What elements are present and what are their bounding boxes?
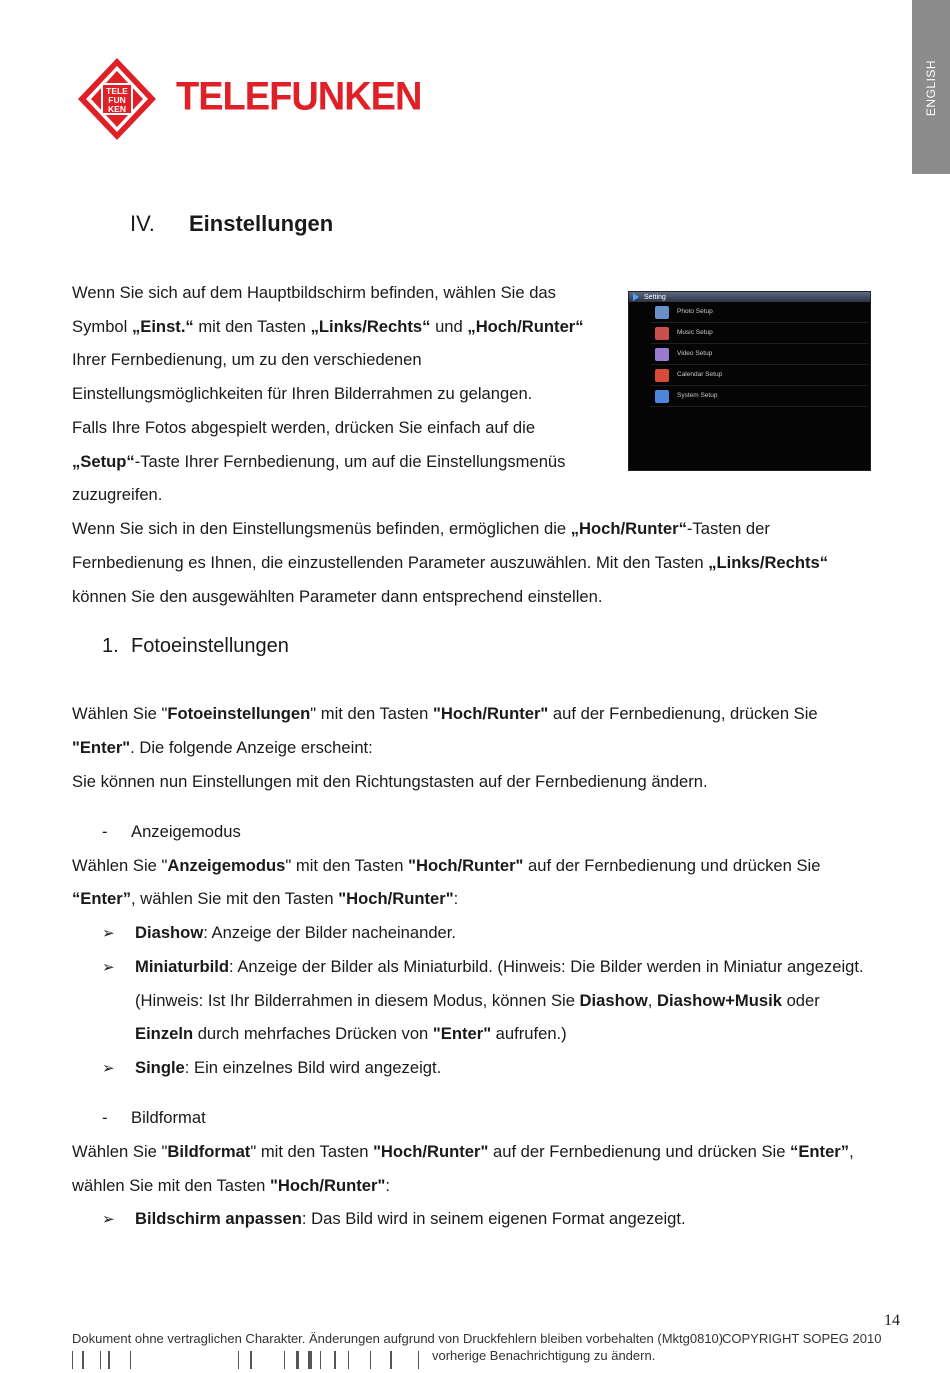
arrow-bullet-icon: ➢ bbox=[102, 959, 115, 976]
intro-line-8: Wenn Sie sich in den Einstellungsmenüs befinden, ermöglichen die „Hoch/Runter“-Tasten der bbox=[72, 519, 770, 538]
screenshot-menu-item: Music Setup bbox=[651, 323, 868, 344]
language-label: ENGLISH bbox=[924, 59, 938, 117]
photo-line-1: Wählen Sie "Fotoeinstellungen" mit den Tasten "Hoch/Runter" auf der Fernbedienung, drücken Sie bbox=[72, 704, 818, 723]
system-setup-icon bbox=[655, 390, 669, 403]
photo-line-2: "Enter". Die folgende Anzeige erscheint: bbox=[72, 738, 373, 757]
footer-disclaimer: Dokument ohne vertraglichen Charakter. Änderungen aufgrund von Druckfehlern bleiben vorbehalten (Mktg0810) bbox=[72, 1331, 724, 1346]
language-side-tab bbox=[912, 0, 950, 174]
intro-line-7: zuzugreifen. bbox=[72, 485, 163, 504]
screenshot-menu-item: Video Setup bbox=[651, 344, 868, 365]
section-title-text: Einstellungen bbox=[189, 211, 334, 236]
emblem-line-1: TELE bbox=[106, 86, 128, 96]
footer-copyright: COPYRIGHT SOPEG 2010 bbox=[722, 1331, 882, 1346]
music-setup-icon bbox=[655, 327, 669, 340]
subsection-number: 1. bbox=[102, 635, 119, 657]
intro-line-10: können Sie den ausgewählten Parameter dann entsprechend einstellen. bbox=[72, 587, 603, 606]
bullet-miniaturbild: ➢ Miniaturbild: Anzeige der Bilder als Miniaturbild. (Hinweis: Die Bilder werden in Miniatur angezeigt. bbox=[102, 957, 864, 976]
intro-line-5: Falls Ihre Fotos abgespielt werden, drücken Sie einfach auf die bbox=[72, 418, 536, 437]
emblem-line-3: KEN bbox=[108, 104, 126, 114]
play-arrow-icon bbox=[633, 293, 639, 301]
intro-line-9: Fernbedienung es Ihnen, die einzustellenden Parameter auszuwählen. Mit den Tasten „Links/Rechts“ bbox=[72, 553, 829, 572]
mode-line-2: “Enter”, wählen Sie mit den Tasten "Hoch/Runter": bbox=[72, 889, 459, 908]
mode-line-1: Wählen Sie "Anzeigemodus" mit den Tasten "Hoch/Runter" auf der Fernbedienung und drücken Sie bbox=[72, 856, 821, 875]
subsection-title-text: Fotoeinstellungen bbox=[131, 635, 289, 657]
screenshot-menu-item: Calendar Setup bbox=[651, 365, 868, 386]
logo-wordmark: TELEFUNKEN bbox=[176, 74, 422, 120]
mode-heading: - Anzeigemodus bbox=[102, 822, 241, 841]
intro-line-1: Wenn Sie sich auf dem Hauptbildschirm befinden, wählen Sie das bbox=[72, 283, 556, 302]
screenshot-title-bar bbox=[629, 292, 870, 302]
subsection-title bbox=[102, 635, 289, 658]
page-number: 14 bbox=[884, 1312, 900, 1329]
photo-line-3: Sie können nun Einstellungen mit den Richtungstasten auf der Fernbedienung ändern. bbox=[72, 772, 708, 791]
section-title bbox=[130, 211, 333, 237]
barcode-marks bbox=[72, 1351, 432, 1369]
footer-line-2: vorherige Benachrichtigung zu ändern. bbox=[432, 1348, 656, 1363]
format-heading: - Bildformat bbox=[102, 1108, 206, 1127]
intro-line-2: Symbol „Einst.“ mit den Tasten „Links/Rechts“ und „Hoch/Runter“ bbox=[72, 317, 584, 336]
miniaturbild-note-2: Einzeln durch mehrfaches Drücken von "Enter" aufrufen.) bbox=[135, 1024, 567, 1043]
screenshot-menu-item: Photo Setup bbox=[651, 302, 868, 323]
emblem-line-2: FUN bbox=[108, 95, 126, 105]
format-line-1: Wählen Sie "Bildformat" mit den Tasten "Hoch/Runter" auf der Fernbedienung und drücken Sie “Enter”, bbox=[72, 1142, 854, 1161]
screenshot-menu-item: System Setup bbox=[651, 386, 868, 407]
arrow-bullet-icon: ➢ bbox=[102, 1211, 115, 1228]
bullet-diashow: ➢ Diashow: Anzeige der Bilder nacheinander. bbox=[102, 923, 457, 942]
calendar-setup-icon bbox=[655, 369, 669, 382]
arrow-bullet-icon: ➢ bbox=[102, 925, 115, 942]
video-setup-icon bbox=[655, 348, 669, 361]
arrow-bullet-icon: ➢ bbox=[102, 1060, 115, 1077]
miniaturbild-note-1: (Hinweis: Ist Ihr Bilderrahmen in diesem Modus, können Sie Diashow, Diashow+Musik oder bbox=[135, 991, 820, 1010]
screenshot-title: Setting bbox=[644, 293, 666, 301]
intro-line-3: Ihrer Fernbedienung, um zu den verschiedenen bbox=[72, 350, 422, 369]
intro-line-4: Einstellungsmöglichkeiten für Ihren Bilderrahmen zu gelangen. bbox=[72, 384, 533, 403]
bullet-single: ➢ Single: Ein einzelnes Bild wird angezeigt. bbox=[102, 1058, 442, 1077]
telefunken-emblem-icon bbox=[78, 58, 156, 140]
photo-setup-icon bbox=[655, 306, 669, 319]
settings-menu-screenshot bbox=[628, 291, 871, 471]
intro-line-6: „Setup“-Taste Ihrer Fernbedienung, um auf die Einstellungsmenüs bbox=[72, 452, 566, 471]
bullet-bildschirm-anpassen: ➢ Bildschirm anpassen: Das Bild wird in seinem eigenen Format angezeigt. bbox=[102, 1209, 686, 1228]
section-number: IV. bbox=[130, 211, 155, 236]
format-line-2: wählen Sie mit den Tasten "Hoch/Runter": bbox=[72, 1176, 390, 1195]
